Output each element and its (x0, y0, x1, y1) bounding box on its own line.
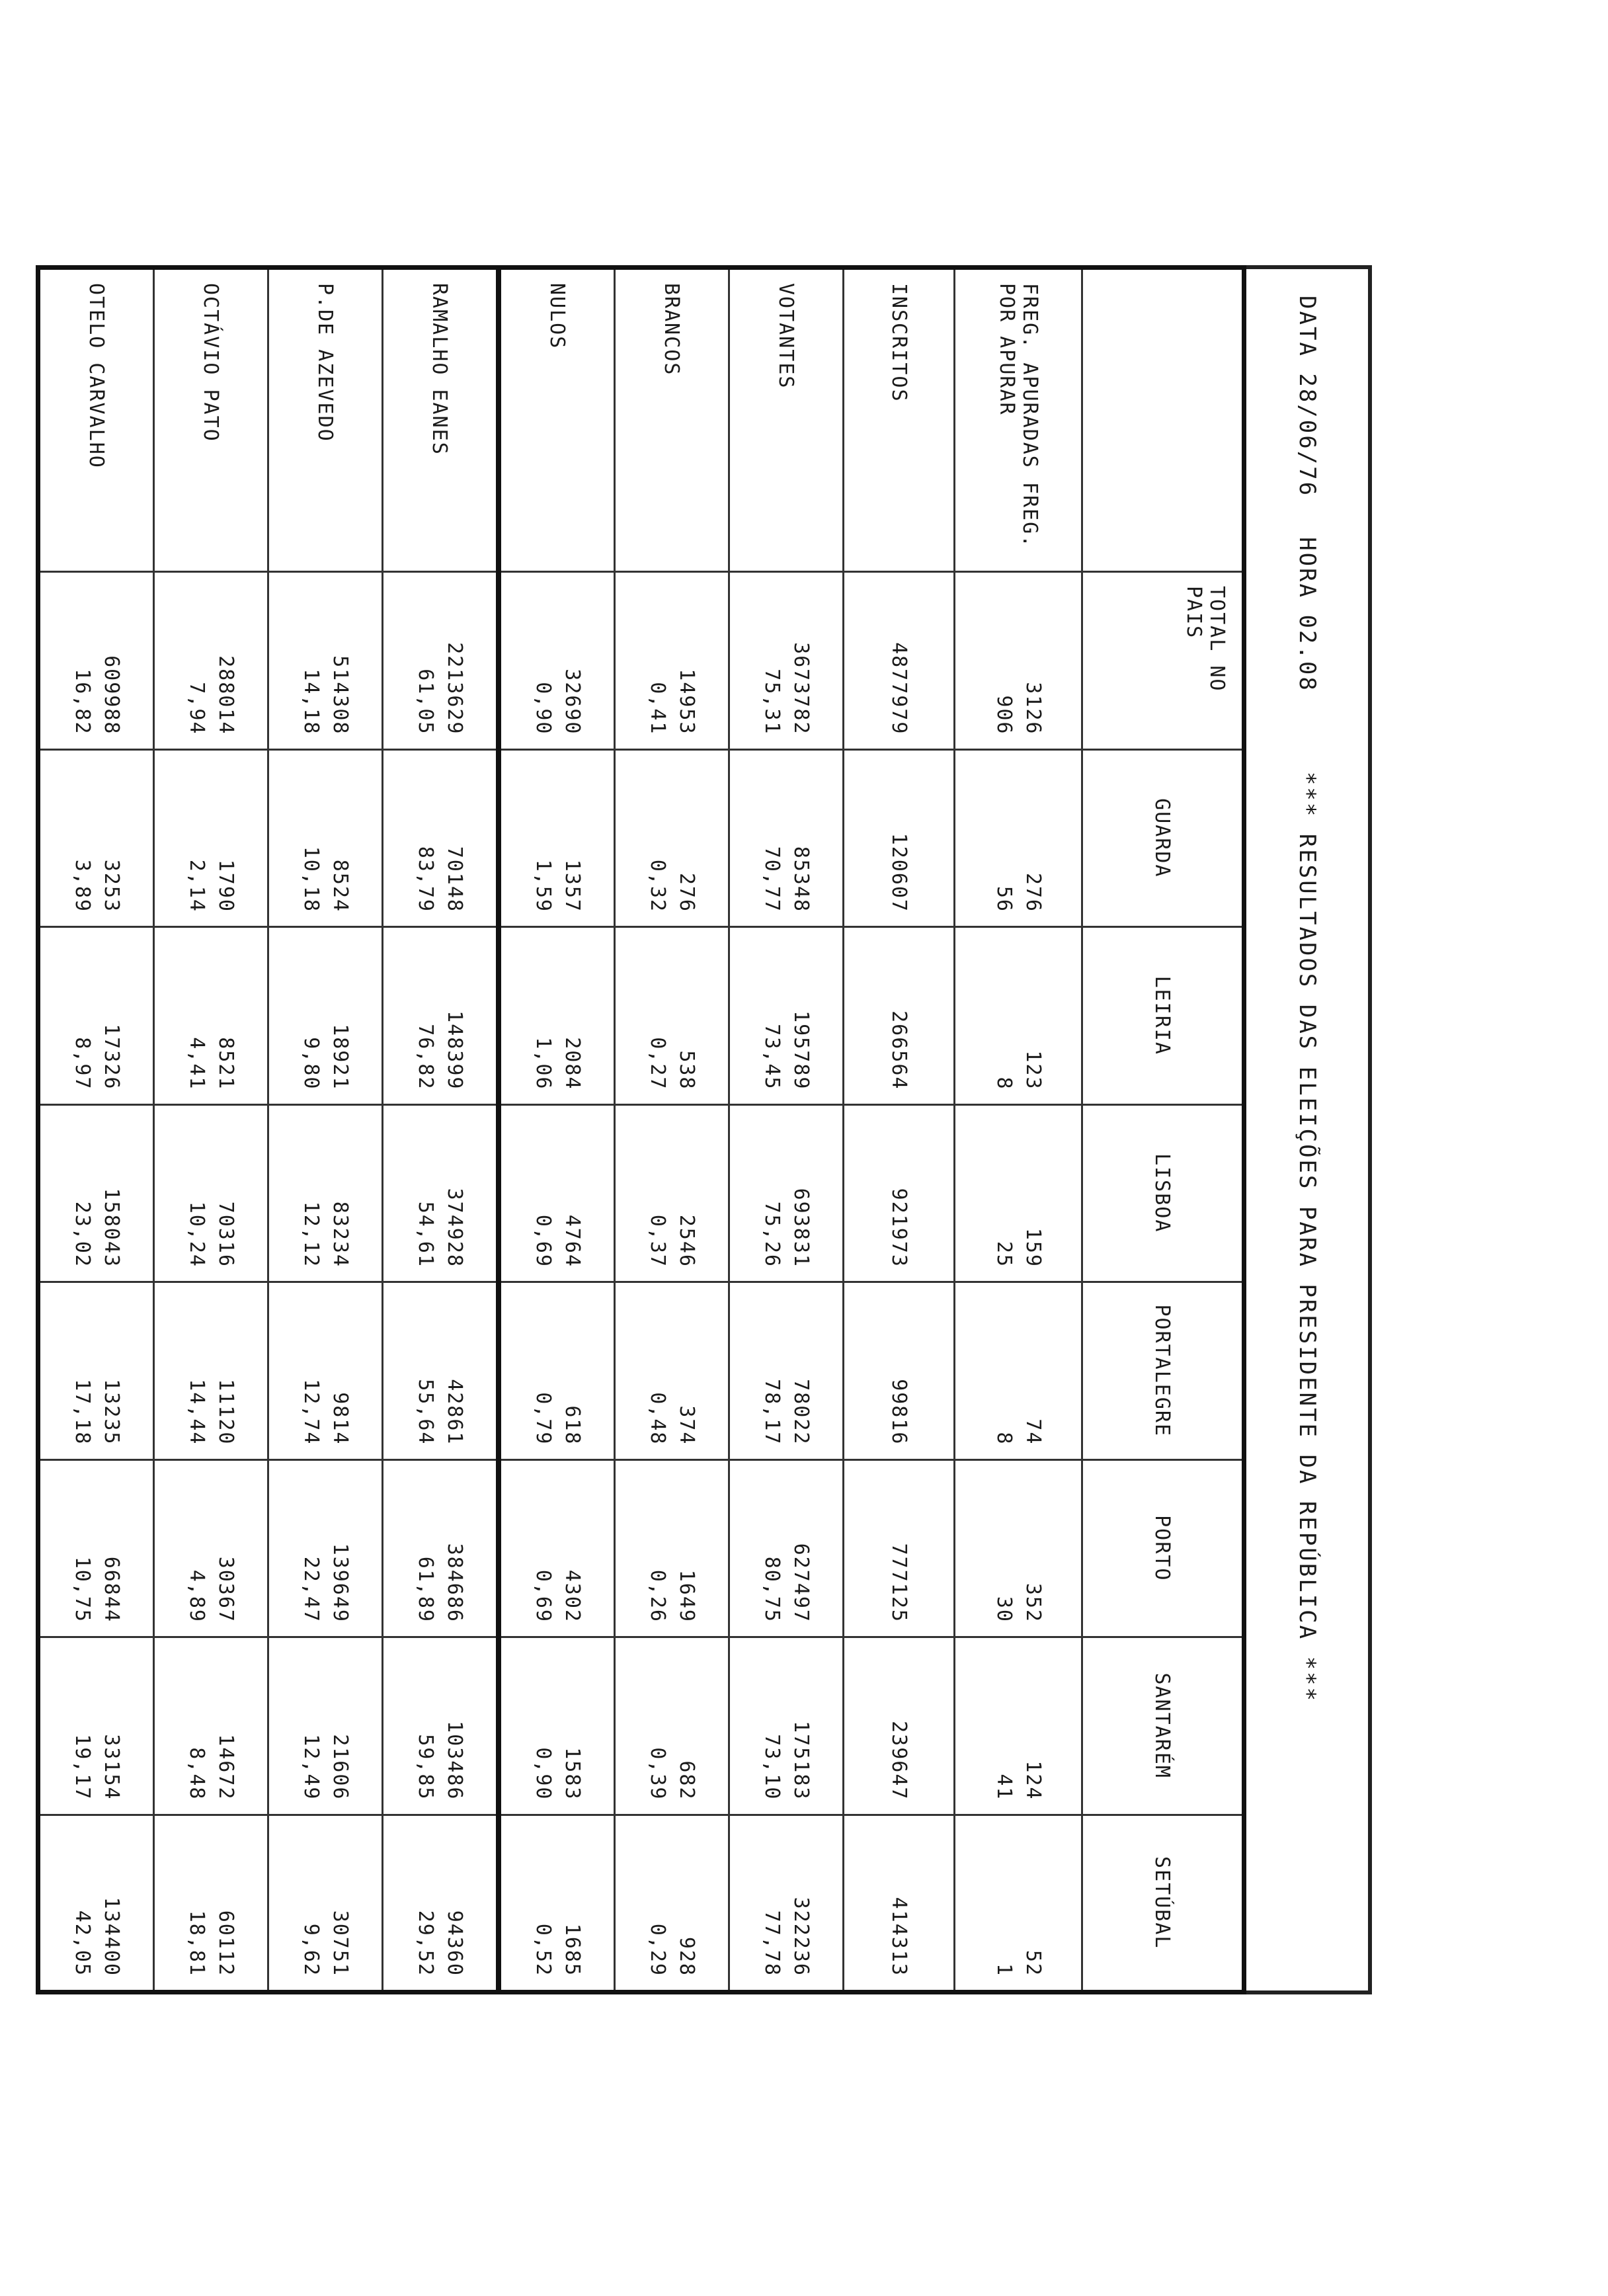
row-label-otelo-carvalho: OTELO CARVALHO (38, 268, 154, 572)
table-cell (383, 1637, 499, 1815)
cell-value-secondary: 12,12 (300, 1201, 323, 1268)
cell-value-secondary: 0,48 (646, 1392, 669, 1446)
cell-count: 14672 (214, 1734, 237, 1801)
cell-value-secondary: 906 (992, 695, 1016, 735)
table-cell: 414313 (844, 1815, 955, 1992)
cell-value-secondary: 4,41 (185, 1037, 208, 1090)
table-cell (154, 1815, 268, 1992)
cell-count: 3253 (100, 859, 123, 913)
table-cell (383, 1282, 499, 1460)
cell-value-secondary: 83,79 (414, 846, 437, 913)
table-row (268, 268, 383, 1992)
table-cell (38, 749, 154, 927)
table-cell (154, 927, 268, 1105)
table-cell: 4877979 (844, 572, 955, 750)
table-cell (615, 1815, 729, 1992)
cell-value-secondary: 0,29 (646, 1923, 669, 1977)
cell-count: 4302 (561, 1569, 584, 1623)
cell-count: 374928 (443, 1188, 466, 1268)
table-cell (154, 1637, 268, 1815)
cell-value-secondary: 73,10 (760, 1734, 784, 1801)
cell-count: 159 (1022, 1227, 1045, 1268)
cell-value-secondary: 30 (992, 1596, 1016, 1623)
cell-value-secondary: 0,27 (646, 1037, 669, 1090)
table-row (844, 268, 955, 1992)
table-cell: 921973 (844, 1104, 955, 1282)
table-cell (268, 1282, 383, 1460)
cell-count: 74 (1022, 1418, 1045, 1446)
cell-count: 609988 (100, 655, 123, 735)
column-header-santarem: SANTARÉM (1082, 1637, 1244, 1815)
table-cell (499, 749, 615, 927)
table-cell (38, 927, 154, 1105)
table-cell (499, 927, 615, 1105)
cell-value-secondary: 12,49 (300, 1734, 323, 1801)
table-cell (955, 1637, 1082, 1815)
cell-count: 8524 (329, 859, 352, 913)
cell-count: 1649 (675, 1569, 698, 1623)
cell-count: 682 (675, 1760, 698, 1801)
cell-count: 32690 (561, 669, 584, 735)
cell-count: 175183 (789, 1721, 813, 1801)
cell-value-secondary: 1,59 (532, 859, 555, 913)
cell-value-secondary: 77,78 (760, 1910, 784, 1977)
cell-value-secondary: 41 (992, 1774, 1016, 1801)
cell-count: 33154 (100, 1734, 123, 1801)
table-cell (729, 1637, 844, 1815)
cell-count: 134400 (100, 1897, 123, 1977)
table-cell (154, 572, 268, 750)
cell-value-secondary: 61,89 (414, 1556, 437, 1623)
cell-value-secondary: 8,48 (185, 1747, 208, 1801)
table-cell (955, 572, 1082, 750)
table-row (729, 268, 844, 1992)
row-label-votantes: VOTANTES (729, 268, 844, 572)
column-header-porto: PORTO (1082, 1459, 1244, 1637)
table-row (499, 268, 615, 1992)
table-cell (154, 1282, 268, 1460)
row-label-inscritos: INSCRITOS (844, 268, 955, 572)
cell-value-secondary: 10,75 (71, 1556, 94, 1623)
column-header-leiria: LEIRIA (1082, 927, 1244, 1105)
cell-value-secondary: 9,62 (300, 1923, 323, 1977)
cell-count: 322236 (789, 1897, 813, 1977)
row-label-freg-apuradas: FREG. APURADAS (1018, 283, 1041, 469)
table-cell (268, 927, 383, 1105)
table-cell: 239647 (844, 1637, 955, 1815)
table-cell (383, 1104, 499, 1282)
cell-count: 538 (675, 1050, 698, 1090)
table-cell (955, 927, 1082, 1105)
cell-value-secondary: 8 (992, 1077, 1016, 1090)
cell-count: 627497 (789, 1543, 813, 1623)
column-header-setubal: SETÚBAL (1082, 1815, 1244, 1992)
cell-count: 17326 (100, 1024, 123, 1090)
cell-count: 4764 (561, 1214, 584, 1268)
table-cell (729, 1104, 844, 1282)
cell-value-secondary: 2,14 (185, 859, 208, 913)
table-cell (268, 1637, 383, 1815)
table-cell (38, 1282, 154, 1460)
cell-value-secondary: 59,85 (414, 1734, 437, 1801)
cell-value-secondary: 17,18 (71, 1379, 94, 1446)
cell-count: 195789 (789, 1010, 813, 1090)
table-cell (499, 1104, 615, 1282)
cell-count: 2084 (561, 1037, 584, 1090)
cell-count: 124 (1022, 1760, 1045, 1801)
report-date: DATA 28/06/76 (1294, 296, 1320, 498)
table-cell: 99816 (844, 1282, 955, 1460)
cell-value-secondary: 75,26 (760, 1201, 784, 1268)
cell-value-secondary: 0,90 (532, 1747, 555, 1801)
cell-count: 288014 (214, 655, 237, 735)
cell-value-secondary: 29,52 (414, 1910, 437, 1977)
cell-count: 2546 (675, 1214, 698, 1268)
cell-count: 52 (1022, 1949, 1045, 1977)
table-cell (154, 749, 268, 927)
results-sheet (60, 265, 1372, 1994)
cell-count: 3126 (1022, 682, 1045, 735)
table-cell (615, 1104, 729, 1282)
cell-value-secondary: 7,94 (185, 682, 208, 735)
report-heading: *** RESULTADOS DAS ELEIÇÕES PARA PRESIDENTE DA REPÚBLICA *** (1294, 771, 1320, 1703)
cell-count: 352 (1022, 1582, 1045, 1623)
results-table (36, 265, 1246, 1994)
table-cell (729, 1282, 844, 1460)
row-label-octavio-pato: OCTÁVIO PATO (154, 268, 268, 572)
table-cell (38, 1459, 154, 1637)
cell-count: 83234 (329, 1201, 352, 1268)
cell-count: 11120 (214, 1379, 237, 1446)
column-header-guarda: GUARDA (1082, 749, 1244, 927)
row-label-p-de-azevedo: P.DE AZEVEDO (268, 268, 383, 572)
table-cell (615, 1282, 729, 1460)
cell-value-secondary: 3,89 (71, 859, 94, 913)
column-header-total: TOTAL NO PAIS (1082, 572, 1244, 750)
cell-value-secondary: 0,26 (646, 1569, 669, 1623)
table-row (955, 268, 1082, 1992)
column-header-lisboa: LISBOA (1082, 1104, 1244, 1282)
row-label-freguesias (955, 268, 1082, 572)
cell-value-secondary: 14,18 (300, 669, 323, 735)
table-cell (499, 1282, 615, 1460)
cell-value-secondary: 0,52 (532, 1923, 555, 1977)
cell-count: 928 (675, 1936, 698, 1977)
table-cell (729, 749, 844, 927)
cell-value-secondary: 1,06 (532, 1037, 555, 1090)
table-cell (38, 572, 154, 750)
cell-count: 1790 (214, 859, 237, 913)
cell-count: 70316 (214, 1201, 237, 1268)
table-cell (383, 572, 499, 750)
cell-count: 2213629 (443, 642, 466, 735)
cell-value-secondary: 18,81 (185, 1910, 208, 1977)
table-cell: 777125 (844, 1459, 955, 1637)
row-label-freg-por-apurar: FREG. POR APURAR (995, 283, 1041, 549)
table-cell: 266564 (844, 927, 955, 1105)
cell-value-secondary: 0,90 (532, 682, 555, 735)
cell-value-secondary: 12,74 (300, 1379, 323, 1446)
cell-value-secondary: 10,24 (185, 1201, 208, 1268)
cell-count: 1357 (561, 859, 584, 913)
table-cell (729, 1815, 844, 1992)
table-cell (38, 1815, 154, 1992)
cell-value-secondary: 70,77 (760, 846, 784, 913)
table-cell (268, 1459, 383, 1637)
cell-count: 374 (675, 1405, 698, 1446)
cell-value-secondary: 56 (992, 885, 1016, 913)
cell-value-secondary: 14,44 (185, 1379, 208, 1446)
cell-count: 30751 (329, 1910, 352, 1977)
cell-value-secondary: 10,18 (300, 846, 323, 913)
table-cell (729, 572, 844, 750)
cell-count: 70148 (443, 846, 466, 913)
cell-count: 60112 (214, 1910, 237, 1977)
table-row (383, 268, 499, 1992)
cell-value-secondary: 1 (992, 1963, 1016, 1977)
table-cell (955, 1459, 1082, 1637)
cell-value-secondary: 16,82 (71, 669, 94, 735)
cell-count: 8521 (214, 1037, 237, 1090)
table-cell (499, 1637, 615, 1815)
cell-count: 94360 (443, 1910, 466, 1977)
cell-count: 103486 (443, 1721, 466, 1801)
cell-count: 14953 (675, 669, 698, 735)
table-cell (38, 1104, 154, 1282)
cell-count: 3673782 (789, 642, 813, 735)
table-cell (729, 1459, 844, 1637)
table-cell (955, 1282, 1082, 1460)
row-label-nulos: NULOS (499, 268, 615, 572)
table-cell: 120607 (844, 749, 955, 927)
cell-value-secondary: 19,17 (71, 1734, 94, 1801)
cell-value-secondary: 0,37 (646, 1214, 669, 1268)
title-band (1246, 265, 1372, 1994)
cell-value-secondary: 0,39 (646, 1747, 669, 1801)
cell-value-secondary: 54,61 (414, 1201, 437, 1268)
table-cell (383, 1459, 499, 1637)
table-cell (268, 1815, 383, 1992)
cell-value-secondary: 78,17 (760, 1379, 784, 1446)
cell-value-secondary: 22,47 (300, 1556, 323, 1623)
header-row (1082, 268, 1244, 1992)
row-label-brancos: BRANCOS (615, 268, 729, 572)
cell-count: 13235 (100, 1379, 123, 1446)
table-row (615, 268, 729, 1992)
cell-count: 66844 (100, 1556, 123, 1623)
cell-count: 384686 (443, 1543, 466, 1623)
cell-count: 276 (1022, 872, 1045, 913)
cell-count: 85348 (789, 846, 813, 913)
table-cell (955, 1815, 1082, 1992)
cell-value-secondary: 0,69 (532, 1214, 555, 1268)
cell-value-secondary: 9,80 (300, 1037, 323, 1090)
cell-count: 21606 (329, 1734, 352, 1801)
cell-value-secondary: 25 (992, 1241, 1016, 1268)
cell-count: 18921 (329, 1024, 352, 1090)
cell-value-secondary: 73,45 (760, 1024, 784, 1090)
cell-value-secondary: 8 (992, 1432, 1016, 1446)
cell-value-secondary: 4,89 (185, 1569, 208, 1623)
table-cell (615, 572, 729, 750)
cell-count: 1583 (561, 1747, 584, 1801)
table-row (154, 268, 268, 1992)
cell-count: 1685 (561, 1923, 584, 1977)
table-cell (955, 749, 1082, 927)
table-cell (615, 749, 729, 927)
cell-value-secondary: 0,69 (532, 1569, 555, 1623)
cell-count: 276 (675, 872, 698, 913)
cell-value-secondary: 61,05 (414, 669, 437, 735)
table-cell (383, 1815, 499, 1992)
table-cell (154, 1104, 268, 1282)
corner-cell (1082, 268, 1244, 572)
column-header-portalegre: PORTALEGRE (1082, 1282, 1244, 1460)
cell-value-secondary: 80,75 (760, 1556, 784, 1623)
table-cell (729, 927, 844, 1105)
cell-count: 693831 (789, 1188, 813, 1268)
table-cell (499, 572, 615, 750)
cell-value-secondary: 42,05 (71, 1910, 94, 1977)
cell-count: 42861 (443, 1379, 466, 1446)
cell-count: 78022 (789, 1379, 813, 1446)
cell-count: 9814 (329, 1392, 352, 1446)
cell-value-secondary: 0,32 (646, 859, 669, 913)
cell-value-secondary: 0,41 (646, 682, 669, 735)
table-cell (38, 1637, 154, 1815)
cell-value-secondary: 0,79 (532, 1392, 555, 1446)
cell-count: 30367 (214, 1556, 237, 1623)
table-row (38, 268, 154, 1992)
report-hour: HORA 02.08 (1294, 537, 1320, 692)
cell-count: 158043 (100, 1188, 123, 1268)
cell-value-secondary: 55,64 (414, 1379, 437, 1446)
table-cell (383, 749, 499, 927)
cell-count: 139649 (329, 1543, 352, 1623)
row-label-ramalho-eanes: RAMALHO EANES (383, 268, 499, 572)
table-cell (268, 572, 383, 750)
table-cell (615, 1459, 729, 1637)
cell-count: 123 (1022, 1050, 1045, 1090)
cell-count: 514308 (329, 655, 352, 735)
cell-value-secondary: 75,31 (760, 669, 784, 735)
table-cell (615, 927, 729, 1105)
table-cell (499, 1459, 615, 1637)
table-cell (268, 749, 383, 927)
table-cell (615, 1637, 729, 1815)
table-cell (499, 1815, 615, 1992)
cell-count: 618 (561, 1405, 584, 1446)
table-cell (154, 1459, 268, 1637)
table-cell (383, 927, 499, 1105)
cell-value-secondary: 23,02 (71, 1201, 94, 1268)
cell-count: 148399 (443, 1010, 466, 1090)
cell-value-secondary: 76,82 (414, 1024, 437, 1090)
cell-value-secondary: 8,97 (71, 1037, 94, 1090)
table-cell (268, 1104, 383, 1282)
table-cell (955, 1104, 1082, 1282)
